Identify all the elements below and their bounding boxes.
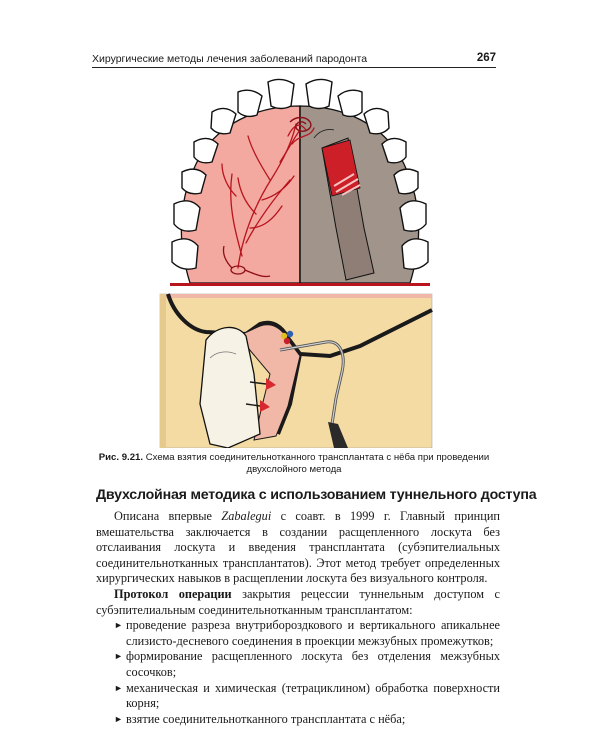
palate-left-half (181, 106, 300, 283)
tooth-premolar2-left (182, 169, 206, 194)
tooth-molar1-right (400, 201, 426, 231)
figure-illustration (150, 78, 450, 448)
protocol-step-text: механическая и химическая (тетрациклином) обработка поверхности корня; (126, 680, 500, 711)
node-blue (287, 331, 293, 337)
bullet-icon: ► (114, 620, 123, 631)
protocol-step-text: формирование расщепленного лоскута без отделения межзубных сосочков; (126, 649, 500, 679)
bullet-icon: ► (114, 682, 123, 693)
paragraph-protocol (96, 587, 500, 618)
palate-base-line (170, 283, 430, 286)
protocol-step (114, 681, 500, 712)
protocol-steps (96, 618, 500, 727)
node-red (284, 338, 290, 344)
figure-caption-text: Схема взятия соединительнотканного трансплантата с нёба при проведении двухслойного метода (143, 452, 490, 475)
tooth-premolar2-right (394, 169, 418, 194)
header-rule (92, 67, 496, 68)
running-header (92, 51, 496, 67)
protocol-step (114, 649, 500, 680)
tooth-molar1-left (174, 201, 200, 231)
protocol-step-text: проведение разреза внутрибороздкового и вертикального апикальнее слизисто-десневого соединения в проекции межзубных промежутков; (126, 618, 500, 648)
running-header-title: Хирургические методы лечения заболеваний пародонта (92, 53, 368, 65)
protocol-label: Протокол операции (114, 586, 232, 601)
tooth-central-right (306, 79, 332, 108)
figure-caption-label: Рис. 9.21. (98, 452, 144, 463)
paragraph-intro (96, 509, 500, 587)
tooth-molar2-left (172, 239, 198, 269)
figure-caption (92, 452, 496, 476)
gingiva-top (160, 294, 432, 298)
intro-text-start: Описана впервые (114, 509, 222, 523)
tooth-central-left (268, 79, 294, 108)
body-text (96, 509, 500, 727)
protocol-text: закрытия рецессии туннельным доступом с субэпителиальным соединительнотканным трансплантатом: (96, 586, 500, 617)
figure-9-21 (150, 78, 450, 453)
protocol-step (114, 618, 500, 649)
bullet-icon: ► (114, 713, 123, 724)
section-title: Двухслойная методика с использованием туннельного доступа (96, 487, 537, 503)
author-name: Zabalegui (221, 509, 272, 523)
palate-diagram (170, 79, 430, 286)
tooth-molar2-right (402, 239, 428, 269)
page-number: 267 (476, 52, 496, 64)
bullet-icon: ► (114, 651, 123, 662)
tunnel-cross-section (160, 294, 432, 448)
protocol-step (114, 712, 500, 728)
bone-edge (160, 294, 166, 448)
protocol-step-text: взятие соединительнотканного трансплантата с нёба; (126, 711, 406, 726)
intro-text-rest: с соавт. в 1999 г. Главный принцип вмешательства заключается в создании расщепленного лоскута без отслаивания лоскута и введения трансплантата (субэпителиальных соединительнотканных трансплантатов). Этот метод требует определенных хирургических навыков в расщеплении лоскута без визуального контроля. (96, 509, 500, 586)
